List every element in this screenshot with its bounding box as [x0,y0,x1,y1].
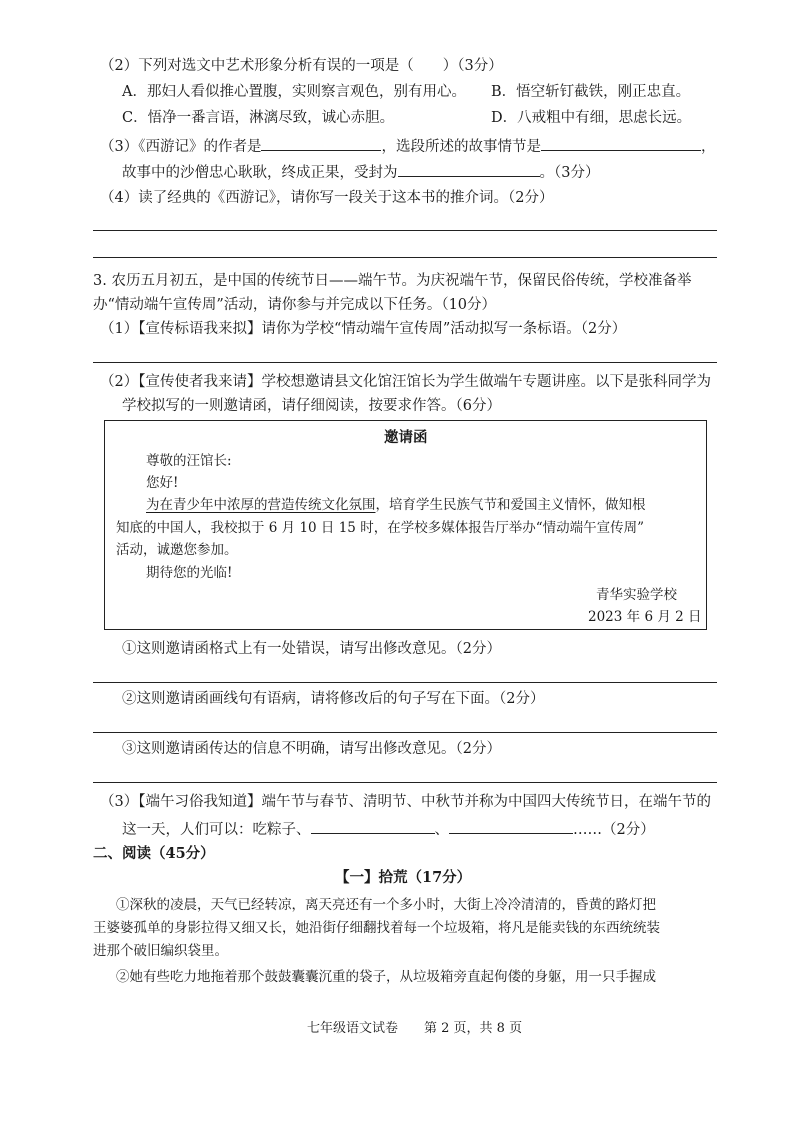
passage-p1-line1: ①深秋的凌晨，天气已经转凉，离天亮还有一个多小时，大街上冷冷清清的，昏黄的路灯把 [116,897,656,913]
answer-line[interactable] [93,362,717,363]
letter-body-line3: 活动，诚邀您参加。 [116,542,238,558]
q3-line2a: 故事中的沙僧忠心耿耿，终成正果，受封为 [122,165,398,181]
q3-part1: （3）《西游记》的作者是 [100,139,262,155]
option-d: D．八戒粗中有细，思虑长远。 [491,110,692,126]
q3-part2: ，选段所述的故事情节是 [381,139,541,155]
answer-line[interactable] [93,732,717,733]
q3-line2b: 。（3分） [539,165,600,181]
answer-line[interactable] [93,257,717,258]
task-3: ③这则邀请函传达的信息不明确，请写出修改意见。（2分） [122,741,501,757]
passage-p2-line1: ②她有些吃力地拖着那个鼓鼓囊囊沉重的袋子，从垃圾箱旁直起佝偻的身躯，用一只手握成 [116,969,656,985]
question-2-3-line1 [100,136,715,156]
sub3-end: ……（2分） [573,822,655,838]
question-2-3-line2 [122,162,599,182]
question-3-sub1: （1）【宣传标语我来拟】请你为学校“情动端午宣传周”活动拟写一条标语。（2分） [100,321,627,337]
plot-blank[interactable] [541,136,701,151]
letter-date: 2023 年 6 月 2 日 [588,609,702,625]
letter-salutation: 尊敬的汪馆长: [146,453,232,469]
title-blank[interactable] [398,162,540,177]
section-heading: 二、阅读（45分） [93,845,215,862]
answer-line[interactable] [93,682,717,683]
custom-blank-2[interactable] [449,819,573,834]
task-2: ②这则邀请函画线句有语病，请将修改后的句子写在下面。（2分） [122,691,545,707]
letter-body-line2: 知底的中国人，我校拟于 6 月 10 日 15 时，在学校多媒体报告厅举办“情动端午宣传周” [116,520,644,536]
option-c: C．悟净一番言语，淋漓尽致，诚心赤胆。 [122,110,395,126]
q3-part3: ， [700,139,716,155]
answer-line[interactable] [93,782,717,783]
task-1: ①这则邀请函格式上有一处错误，请写出修改意见。（2分） [122,641,501,657]
answer-line[interactable] [93,230,717,231]
question-3-sub3-line2 [122,819,655,839]
underlined-sentence: 为在青少年中浓厚的营造传统文化氛围 [146,497,376,513]
question-3-intro-line2: 办“情动端午宣传周”活动，请你参与并完成以下任务。（10分） [93,297,497,313]
option-a: A．那妇人看似推心置腹，实则察言观色，别有用心。 [122,84,466,100]
question-2-2-stem: （2）下列对选文中艺术形象分析有误的一项是（ ）（3分） [100,58,503,74]
letter-body-rest: ，培育学生民族气节和爱国主义情怀，做知根 [375,497,646,513]
question-3-sub3-line1: （3）【端午习俗我知道】端午节与春节、清明节、中秋节并称为中国四大传统节日，在端午节的 [100,794,711,810]
passage-title: 【一】拾荒（17分） [335,869,472,886]
option-b: B．悟空斩钉截铁，刚正忠直。 [491,84,691,100]
question-2-4-stem: （4）读了经典的《西游记》，请你写一段关于这本书的推介词。（2分） [100,190,554,206]
question-3-sub2-line2: 学校拟写的一则邀请函，请仔细阅读，按要求作答。（6分） [122,398,501,414]
question-3-sub2-line1: （2）【宣传使者我来请】学校想邀请县文化馆汪馆长为学生做端午专题讲座。以下是张科同学为 [100,374,711,390]
passage-p1-line3: 进那个破旧编织袋里。 [93,943,228,959]
page-footer: 七年级语文试卷 第 2 页，共 8 页 [307,1021,523,1036]
letter-closing: 期待您的光临! [146,565,233,581]
author-blank[interactable] [261,136,381,151]
letter-body-line1 [146,496,646,514]
passage-p1-line2: 王婆婆孤单的身影拉得又细又长，她沿街仔细翻找着每一个垃圾箱，将凡是能卖钱的东西统统装 [93,920,660,936]
custom-blank-1[interactable] [311,819,435,834]
question-3-intro-line1: 3. 农历五月初五，是中国的传统节日——端午节。为庆祝端午节，保留民俗传统，学校准备举 [93,273,692,289]
sub3-text: 这一天，人们可以：吃粽子、 [122,822,311,838]
letter-greeting: 您好! [146,475,179,491]
sub3-sep: 、 [434,822,449,838]
letter-signature: 青华实验学校 [596,587,677,603]
letter-title: 邀请函 [384,429,428,446]
